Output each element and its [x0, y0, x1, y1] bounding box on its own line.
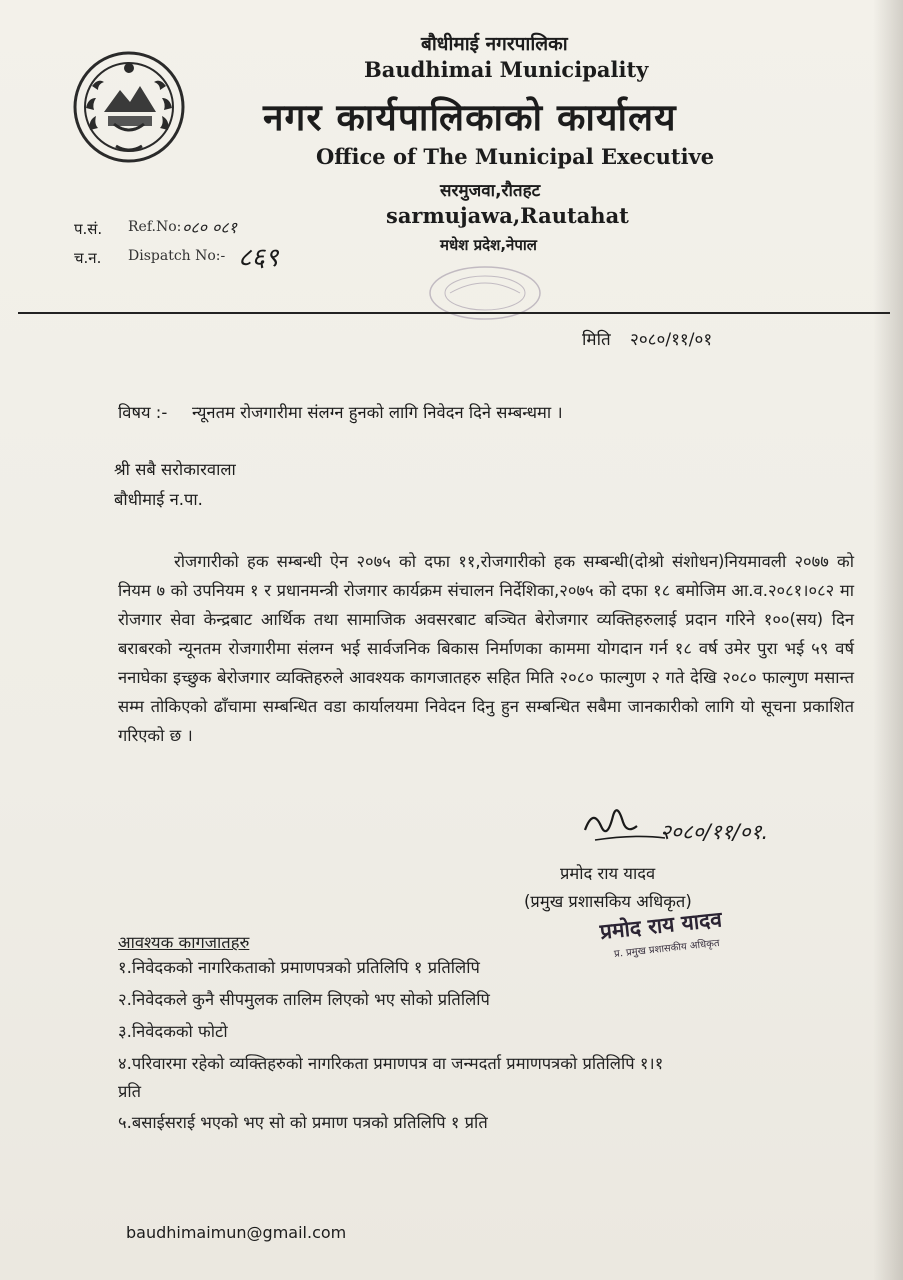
header-divider: [18, 312, 890, 314]
municipality-emblem-icon: [68, 46, 190, 168]
dispatch-value: ८६९: [238, 243, 279, 273]
page-edge-shadow: [873, 0, 903, 1280]
requirement-item-1: १.निवेदकको नागरिकताको प्रमाणपत्रको प्रतिलिपि १ प्रतिलिपि: [118, 958, 480, 977]
province-np: मधेश प्रदेश,नेपाल: [440, 236, 537, 254]
stamp-title: प्र. प्रमुख प्रशासकीय अधिकृत: [613, 937, 721, 960]
signatory-title: (प्रमुख प्रशासकिय अधिकृत): [524, 892, 692, 911]
requirements-heading: आवश्यक कागजातहरु: [118, 933, 250, 952]
requirement-item-4: ४.परिवारमा रहेको व्यक्तिहरुको नागरिकता प्रमाणपत्र वा जन्मदर्ता प्रमाणपत्रको प्रतिलिपि १।१: [118, 1054, 664, 1073]
date-value: २०८०/११/०१: [630, 330, 713, 350]
name-stamp: [598, 907, 800, 966]
signatory-name: प्रमोद राय यादव: [560, 864, 656, 883]
ref-value: ०८० ०८१: [182, 218, 238, 237]
recipient-line-2: बौधीमाई न.पा.: [114, 490, 203, 509]
faint-office-stamp-icon: [420, 262, 550, 324]
requirement-item-2: २.निवेदकले कुनै सीपमुलक तालिम लिएको भए सोको प्रतिलिपि: [118, 990, 490, 1009]
ref-label: Ref.No:: [128, 219, 182, 235]
municipality-name-np: बौधीमाई नगरपालिका: [421, 33, 568, 55]
dispatch-label-np: च.न.: [74, 249, 102, 267]
office-name-np: नगर कार्यपालिकाको कार्यालय: [263, 96, 677, 139]
ref-label-np: प.सं.: [74, 220, 103, 238]
municipality-name-en: Baudhimai Municipality: [364, 57, 649, 82]
notice-body: रोजगारीको हक सम्बन्धी ऐन २०७५ को दफा ११,रोजगारीको हक सम्बन्धी(दोश्रो संशोधन)नियमावली २०७७ को नियम ७ को उपनियम १ र प्रधानमन्त्री रोजगार कार्यक्रम संचालन निर्देशिका,२०७५ को दफा १८ बमोजिम आ.व.२०८१।०८२ मा रोजगार सेवा केन्द्रबाट आर्थिक तथा सामाजिक अवसरबाट बञ्चित बेरोजगार व्यक्तिहरुलाई प्रदान गरिने १००(सय) दिन बराबरको न्यूनतम रोजगारीमा संलग्न भई सार्वजनिक बिकास निर्माणका काममा योगदान गर्न १८ वर्ष उमेर पुरा भई ५९ वर्ष ननाघेका इच्छुक बेरोजगार व्यक्तिहरुले आवश्यक कागजातहरु सहित मिति २०८० फाल्गुण २ गते देखि २०८० फाल्गुण मसान्त सम्म तोकिएको ढाँचामा सम्बन्धित वडा कार्यालयमा निवेदन दिनु हुन सम्बन्धित सबैमा जानकारीको लागि यो सूचना प्रकाशित गरिएको छ ।: [118, 552, 854, 745]
requirement-item-5: ५.बसाईसराई भएको भए सो को प्रमाण पत्रको प्रतिलिपि १ प्रति: [118, 1113, 488, 1132]
signature-date: २०८०/११/०१.: [660, 820, 769, 844]
requirement-item-3: ३.निवेदकको फोटो: [118, 1022, 228, 1041]
stamp-name: प्रमोद राय यादव: [598, 907, 723, 944]
requirement-item-4-continued: प्रति: [118, 1082, 142, 1101]
address-en: sarmujawa,Rautahat: [386, 203, 629, 228]
date-label: मिति: [582, 330, 611, 350]
dispatch-label: Dispatch No:-: [128, 248, 226, 264]
footer-email: baudhimaimun@gmail.com: [126, 1223, 347, 1242]
address-np: सरमुजवा,रौतहट: [440, 181, 541, 201]
recipient-line-1: श्री सबै सरोकारवाला: [114, 460, 236, 479]
subject-text: न्यूनतम रोजगारीमा संलग्न हुनको लागि निवेदन दिने सम्बन्धमा ।: [192, 403, 563, 422]
subject-label: विषय :-: [118, 403, 168, 422]
office-name-en: Office of The Municipal Executive: [316, 144, 715, 169]
